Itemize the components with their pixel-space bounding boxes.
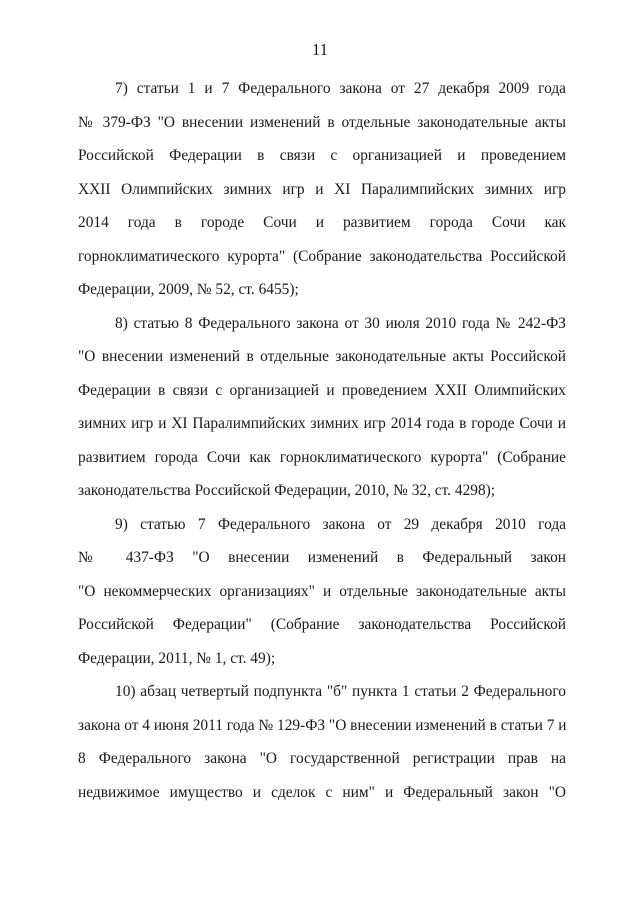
text-line: Российской Федерации" (Собрание законодательства Российской (78, 616, 566, 633)
text-line: закона от 4 июня 2011 года № 129-ФЗ "О внесении изменений в статьи 7 и (78, 716, 566, 734)
text-line: горноклиматического курорта" (Собрание законодательства Российской (78, 247, 566, 265)
text-line: 10) абзац четвертый подпункта "б" пункта 1 статьи 2 Федерального (115, 683, 566, 700)
text-line: 8) статью 8 Федерального закона от 30 июля 2010 года № 242-ФЗ (115, 314, 566, 332)
document-body (78, 72, 566, 809)
text-line: "О внесении изменений в отдельные законодательные акты Российской (78, 348, 566, 365)
text-line: Российской Федерации в связи с организацией и проведением (78, 147, 566, 164)
text-line: 2014 года в городе Сочи и развитием города Сочи как (78, 214, 566, 231)
text-line: 8 Федерального закона "О государственной регистрации прав на (78, 750, 566, 767)
paragraph-item-8 (78, 307, 566, 508)
paragraph-item-7 (78, 72, 566, 307)
text-line: Федерации в связи с организацией и проведением XXII Олимпийских (78, 381, 566, 399)
text-line: "О некоммерческих организациях" и отдельные законодательные акты (78, 582, 566, 600)
text-line: 9) статью 7 Федерального закона от 29 декабря 2010 года (115, 515, 566, 533)
text-line: зимних игр и XI Паралимпийских зимних игр 2014 года в городе Сочи и (78, 415, 566, 432)
text-line: Федерации, 2011, № 1, ст. 49); (78, 649, 276, 667)
text-line: развитием города Сочи как горноклиматического курорта" (Собрание (78, 448, 566, 466)
text-line: 7) статьи 1 и 7 Федерального закона от 27 декабря 2009 года (115, 80, 566, 97)
text-line: Федерации, 2009, № 52, ст. 6455); (78, 281, 299, 298)
text-line: XXII Олимпийских зимних игр и XI Паралимпийских зимних игр (78, 180, 566, 198)
paragraph-item-9 (78, 508, 566, 676)
text-line: недвижимое имущество и сделок с ним" и Федеральный закон "О (78, 783, 566, 801)
text-line: № 379-ФЗ "О внесении изменений в отдельные законодательные акты (78, 113, 566, 131)
paragraph-item-10 (78, 675, 566, 809)
text-line: законодательства Российской Федерации, 2010, № 32, ст. 4298); (78, 482, 496, 499)
text-line: № 437-ФЗ "О внесении изменений в Федеральный закон (78, 549, 566, 566)
page-number: 11 (311, 40, 329, 59)
